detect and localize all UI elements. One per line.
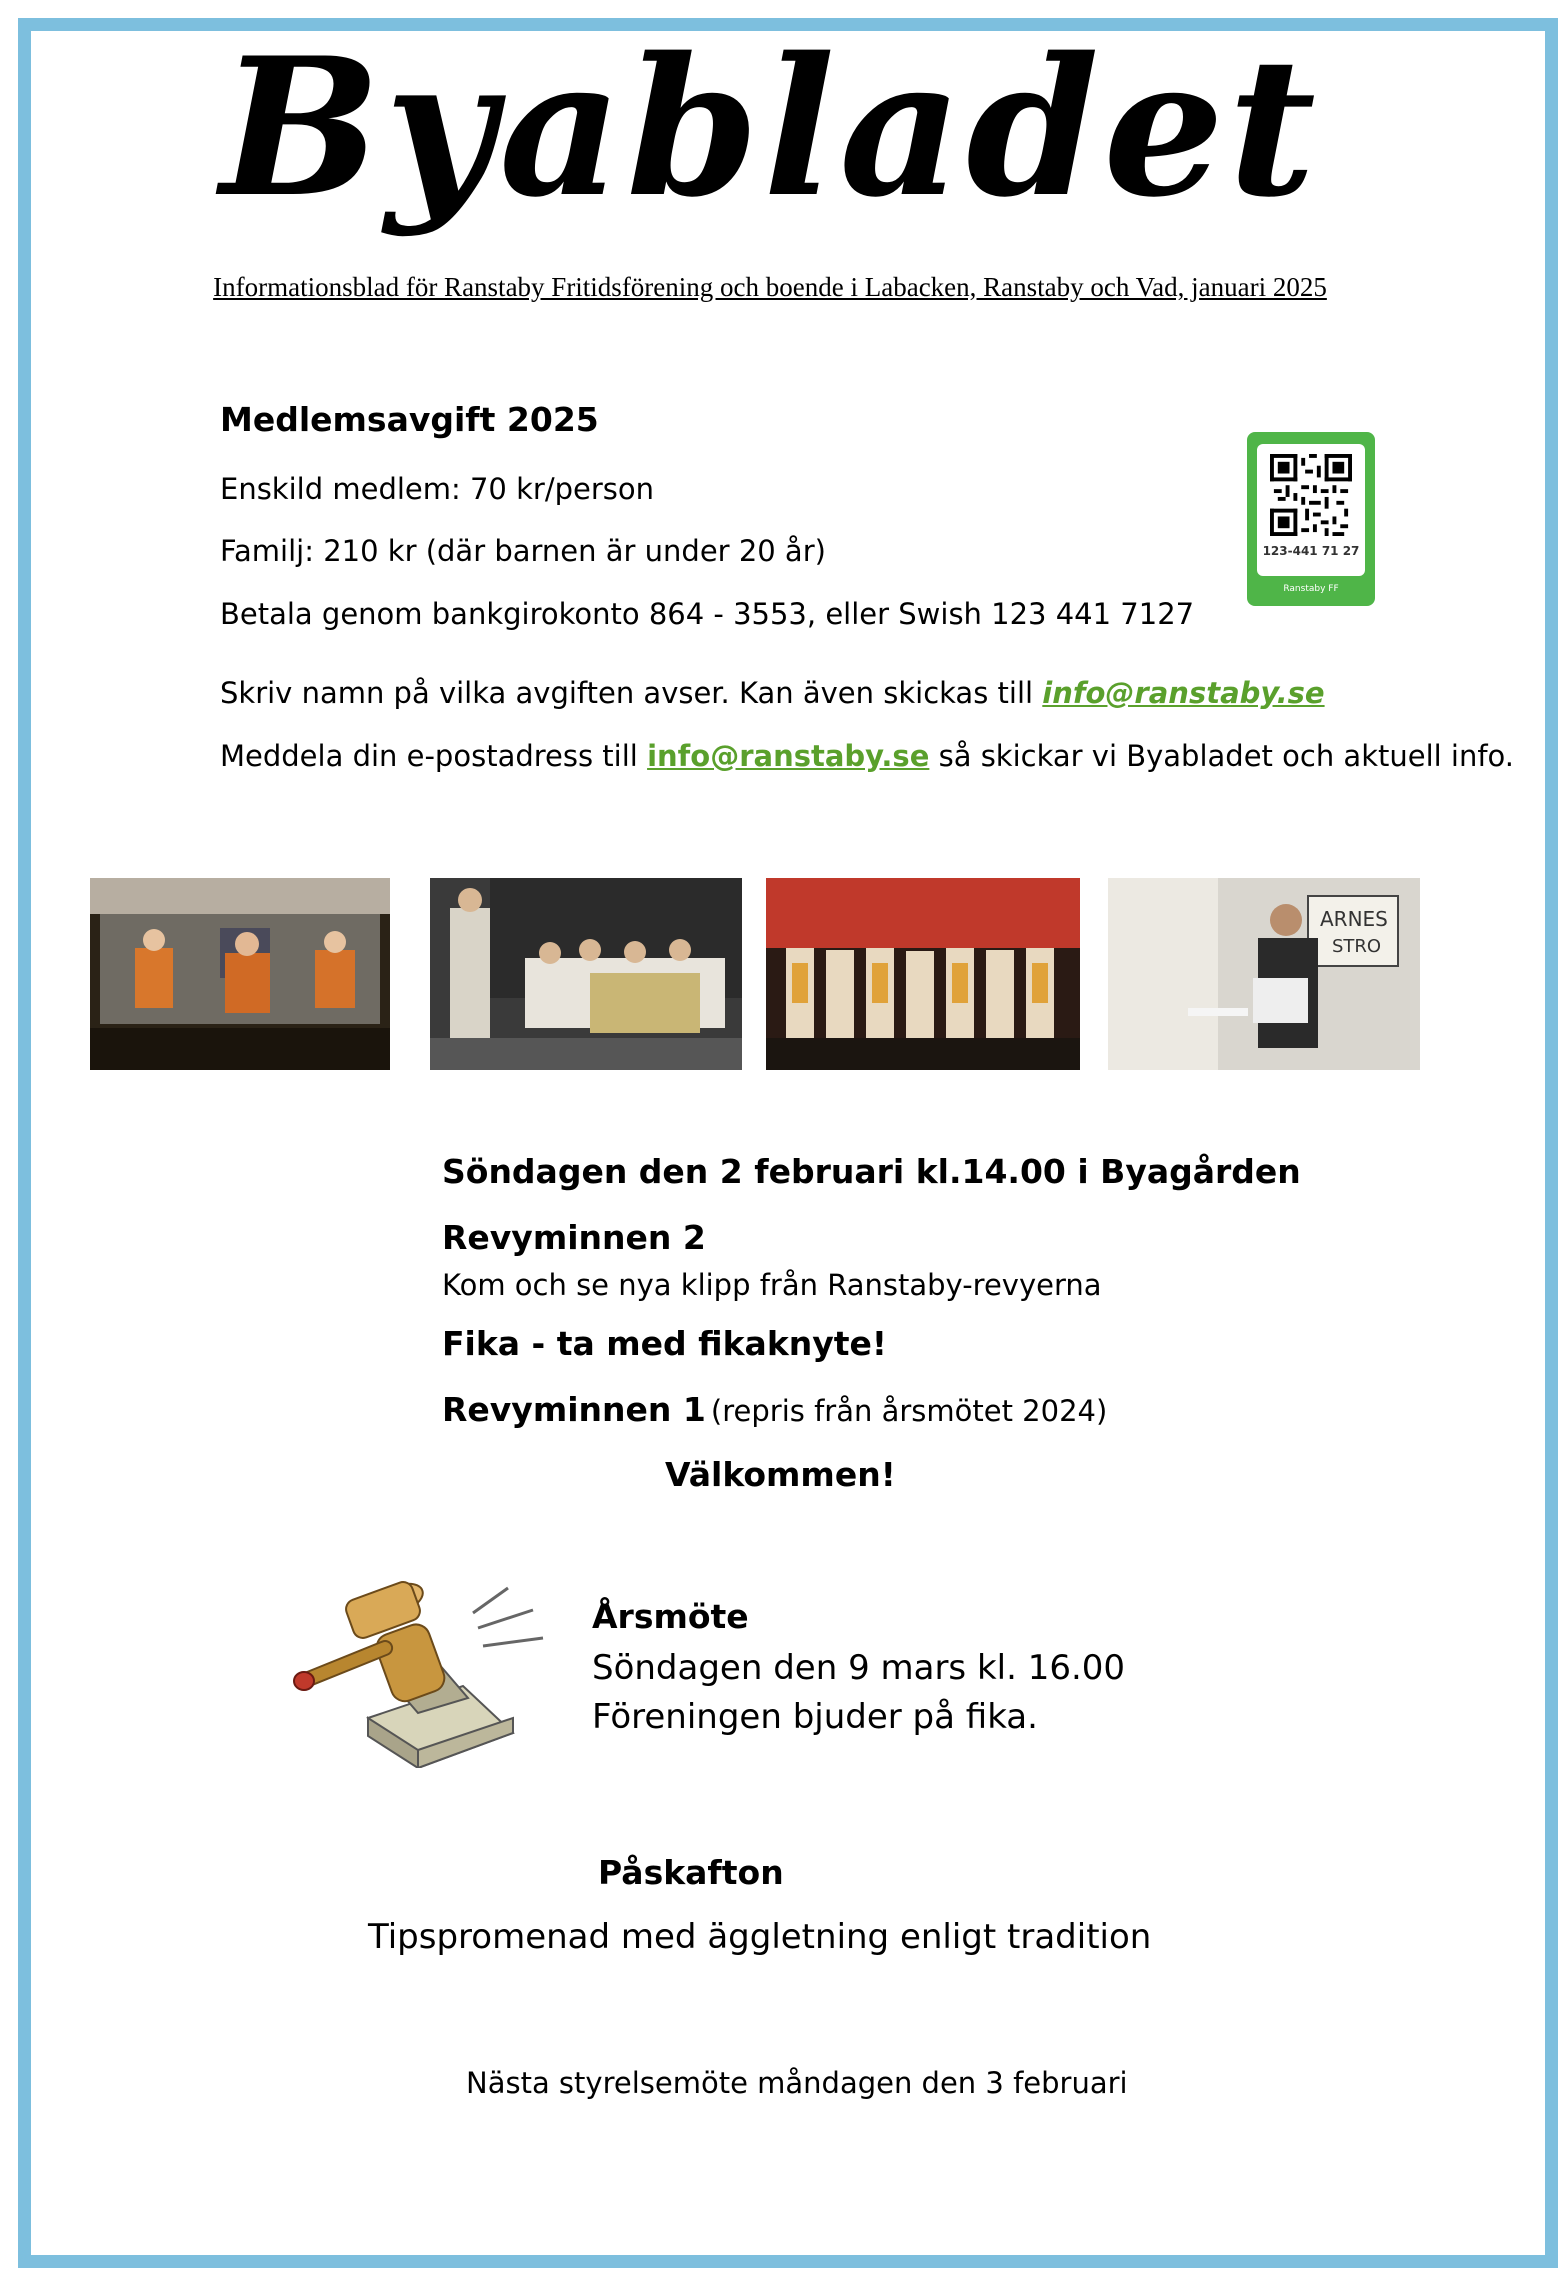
event-desc-2: Kom och se nya klipp från Ranstaby-revyerna bbox=[442, 1268, 1102, 1302]
notify-line bbox=[220, 739, 1514, 773]
email-link-2[interactable]: info@ranstaby.se bbox=[647, 739, 930, 773]
event-title-1-line bbox=[442, 1390, 1107, 1429]
subtitle: Informationsblad för Ranstaby Fritidsförening och boende i Labacken, Ranstaby och Vad, januari 2025 bbox=[213, 272, 1327, 302]
revy-photo-1 bbox=[90, 878, 390, 1070]
revy-photo-3 bbox=[766, 878, 1080, 1070]
write-name-line bbox=[220, 676, 1325, 710]
event-title-2: Revyminnen 2 bbox=[442, 1218, 706, 1257]
revy-photo-2 bbox=[430, 878, 742, 1070]
qr-panel bbox=[1257, 444, 1365, 576]
qr-code-icon bbox=[1270, 454, 1352, 536]
annual-heading: Årsmöte bbox=[592, 1597, 749, 1636]
easter-text: Tipspromenad med äggletning enligt tradition bbox=[368, 1917, 1152, 1957]
qr-caption: Ranstaby FF bbox=[1283, 584, 1339, 594]
annual-note: Föreningen bjuder på fika. bbox=[592, 1697, 1038, 1737]
annual-date: Söndagen den 9 mars kl. 16.00 bbox=[592, 1648, 1126, 1688]
write-name-text: Skriv namn på vilka avgiften avser. Kan även skickas till bbox=[220, 676, 1043, 710]
event-fika: Fika - ta med fikaknyte! bbox=[442, 1324, 887, 1363]
swish-qr-card bbox=[1247, 432, 1375, 606]
revy-photo-4 bbox=[1108, 878, 1420, 1070]
svg-text:STRO: STRO bbox=[1332, 936, 1382, 957]
membership-single: Enskild medlem: 70 kr/person bbox=[220, 472, 654, 506]
membership-payment: Betala genom bankgirokonto 864 - 3553, eller Swish 123 441 7127 bbox=[220, 597, 1195, 631]
easter-heading: Påskafton bbox=[598, 1853, 784, 1892]
swish-number: 123-441 71 27 bbox=[1262, 544, 1360, 558]
footer-note: Nästa styrelsemöte måndagen den 3 februari bbox=[466, 2066, 1128, 2100]
membership-family: Familj: 210 kr (där barnen är under 20 år) bbox=[220, 534, 826, 568]
event-welcome: Välkommen! bbox=[665, 1455, 896, 1494]
membership-heading: Medlemsavgift 2025 bbox=[220, 400, 599, 439]
masthead-title: Byabladet bbox=[220, 16, 1320, 239]
event-repris: (repris från årsmötet 2024) bbox=[710, 1394, 1108, 1428]
svg-text:ARNES: ARNES bbox=[1320, 907, 1388, 931]
email-link[interactable]: info@ranstaby.se bbox=[1042, 676, 1325, 710]
gavel-icon bbox=[288, 1568, 558, 1768]
event-title-1: Revyminnen 1 bbox=[442, 1390, 706, 1429]
notify-prefix: Meddela din e-postadress till bbox=[220, 739, 648, 773]
event-date: Söndagen den 2 februari kl.14.00 i Byagården bbox=[442, 1152, 1301, 1191]
notify-suffix: så skickar vi Byabladet och aktuell info. bbox=[929, 739, 1515, 773]
